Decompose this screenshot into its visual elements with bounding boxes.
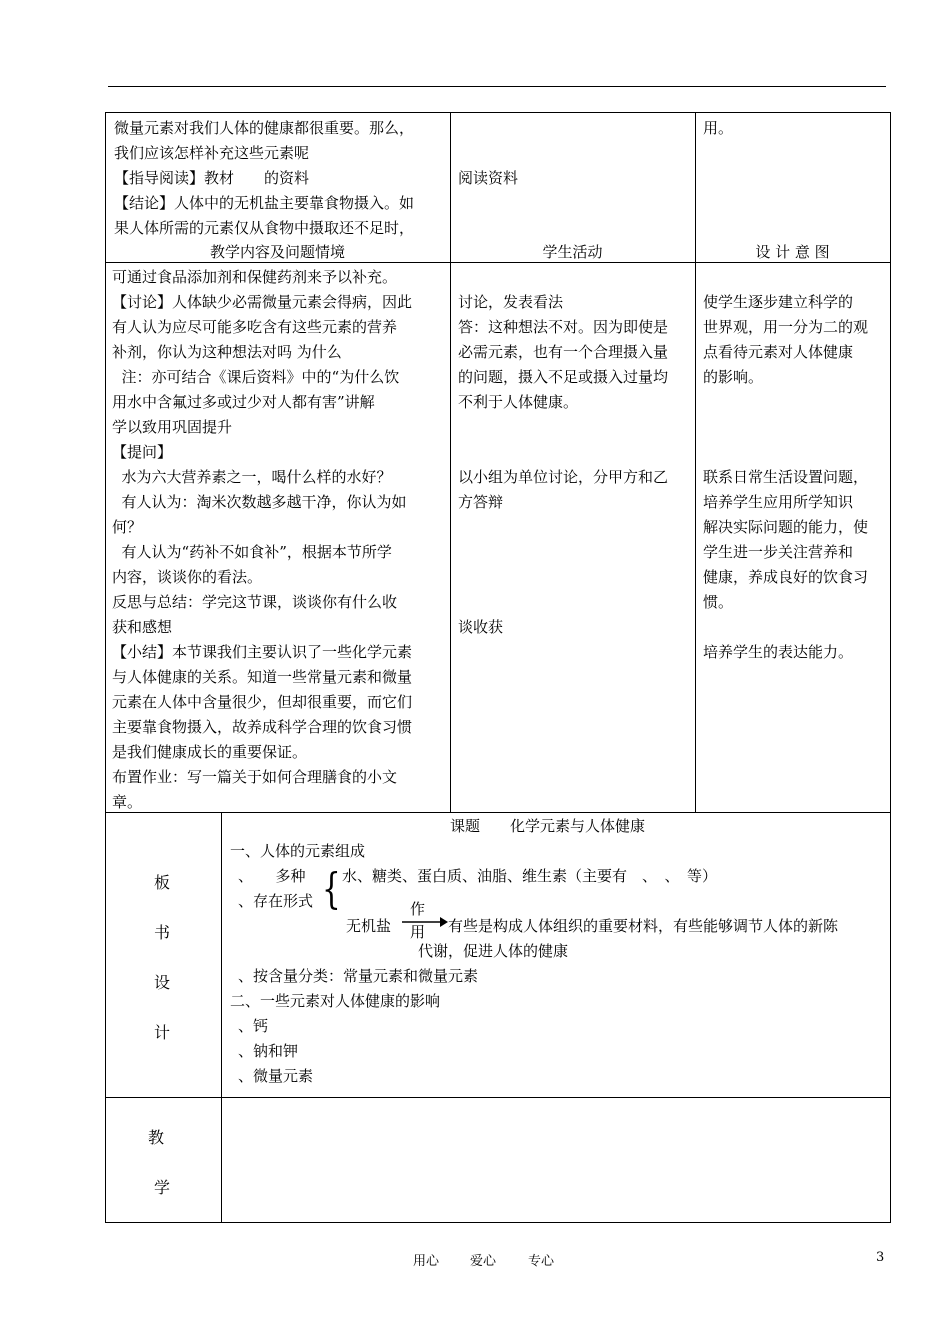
board-item: 、钠和钾 bbox=[238, 1042, 299, 1060]
text-line: 答：这种想法不对。因为即使是 bbox=[458, 318, 669, 336]
text-line: 元素在人体中含量很少，但却很重要，而它们 bbox=[112, 693, 413, 711]
text-line: 学生进一步关注营养和 bbox=[703, 543, 854, 561]
text-line: 讨论，发表看法 bbox=[458, 293, 564, 311]
text-line: 的问题，摄入不足或摄入过量均 bbox=[458, 368, 669, 386]
text-line: 有人认为：淘米次数越多越干净，你认为如 bbox=[112, 493, 407, 511]
arrow-label: 作 bbox=[410, 900, 426, 918]
text-line: 章。 bbox=[112, 793, 143, 811]
text-line: 反思与总结：学完这节课，谈谈你有什么收 bbox=[112, 593, 398, 611]
board-label-char: 设 bbox=[154, 973, 171, 992]
board-heading: 二、一些元素对人体健康的影响 bbox=[230, 992, 441, 1010]
text-line: 微量元素对我们人体的健康都很重要。那么， bbox=[114, 119, 415, 137]
text-line: 培养学生的表达能力。 bbox=[703, 643, 854, 661]
board-label-char: 计 bbox=[154, 1023, 171, 1042]
text-line: 何？ bbox=[112, 518, 143, 536]
arrow-label: 用 bbox=[410, 923, 426, 941]
activity-reflection bbox=[458, 615, 503, 640]
text-line: 内容，谈谈你的看法。 bbox=[112, 568, 263, 586]
board-item: 水、糖类、蛋白质、油脂、维生素（主要有 、 、 等） bbox=[342, 867, 718, 885]
header-label: 设 计 意 图 bbox=[755, 243, 830, 261]
board-item: 、按含量分类：常量元素和微量元素 bbox=[238, 967, 479, 985]
text-line: 学以致用巩固提升 bbox=[112, 418, 233, 436]
text-line: 【提问】 bbox=[112, 443, 173, 461]
arrow-right-icon bbox=[402, 916, 448, 928]
text-line: 的影响。 bbox=[703, 368, 764, 386]
page-number: 3 bbox=[876, 1250, 885, 1265]
footer-word: 专心 bbox=[528, 1254, 555, 1269]
board-label-char: 书 bbox=[154, 923, 171, 942]
intent-application bbox=[703, 465, 888, 615]
text-line: 【小结】本节课我们主要认识了一些化学元素 bbox=[112, 643, 413, 661]
text-line: 惯。 bbox=[703, 593, 734, 611]
activity-debate bbox=[458, 465, 692, 515]
activity-discussion bbox=[458, 290, 692, 415]
text-line: 健康，养成良好的饮食习 bbox=[703, 568, 869, 586]
text-line: 注：亦可结合《课后资料》中的“为什么饮 bbox=[112, 368, 400, 386]
top-col3 bbox=[703, 116, 733, 141]
text-line: 水为六大营养素之一，喝什么样的水好？ bbox=[112, 468, 392, 486]
text-line: 使学生逐步建立科学的 bbox=[703, 293, 854, 311]
board-item: 、钙 bbox=[238, 1017, 269, 1035]
header-rule bbox=[108, 86, 886, 87]
text-line: 世界观，用一分为二的观 bbox=[703, 318, 869, 336]
text-line: 阅读资料 bbox=[458, 169, 519, 187]
text-line: 方答辩 bbox=[458, 493, 504, 511]
text-line: 培养学生应用所学知识 bbox=[703, 493, 854, 511]
text-line: 获和感想 bbox=[112, 618, 173, 636]
text-line: 有人认为应尽可能多吃含有这些元素的营养 bbox=[112, 318, 398, 336]
text-line: 果人体所需的元素仅从食物中摄取还不足时， bbox=[114, 219, 415, 237]
text-line: 是我们健康成长的重要保证。 bbox=[112, 743, 308, 761]
board-item: 、微量元素 bbox=[238, 1067, 314, 1085]
text-line: 有人认为“药补不如食补”，根据本节所学 bbox=[112, 543, 392, 561]
top-col1 bbox=[114, 116, 446, 241]
header-content bbox=[105, 240, 450, 265]
text-line: 不利于人体健康。 bbox=[458, 393, 579, 411]
board-item: 、存在形式 bbox=[238, 892, 314, 910]
text-line: 与人体健康的关系。知道一些常量元素和微量 bbox=[112, 668, 413, 686]
text-line: 【讨论】人体缺少必需微量元素会得病，因此 bbox=[112, 293, 413, 311]
text-line: 用。 bbox=[703, 119, 734, 137]
footer-word: 爱心 bbox=[470, 1254, 497, 1269]
text-line: 布置作业：写一篇关于如何合理膳食的小文 bbox=[112, 768, 398, 786]
text-line: 联系日常生活设置问题， bbox=[703, 468, 869, 486]
intent-worldview bbox=[703, 290, 888, 390]
text-line: 补剂，你认为这种想法对吗 为什么 bbox=[112, 343, 342, 361]
text-line: 用水中含氟过多或过少对人都有害”讲解 bbox=[112, 393, 375, 411]
board-item: 无机盐 bbox=[346, 917, 392, 935]
main-col1 bbox=[112, 265, 448, 815]
header-activity bbox=[450, 240, 695, 265]
board-item: 代谢，促进人体的健康 bbox=[418, 942, 569, 960]
text-line: 【指导阅读】教材 的资料 bbox=[114, 169, 310, 187]
text-line: 我们应该怎样补充这些元素呢 bbox=[114, 144, 310, 162]
board-item: 、 多种 bbox=[238, 867, 306, 885]
intent-expression bbox=[703, 640, 853, 665]
text-line: 【结论】人体中的无机盐主要靠食物摄入。如 bbox=[114, 194, 415, 212]
board-label-char: 板 bbox=[154, 873, 171, 892]
text-line: 谈收获 bbox=[458, 618, 504, 636]
teaching-label-char: 教 bbox=[148, 1128, 165, 1147]
text-line: 以小组为单位讨论，分甲方和乙 bbox=[458, 468, 669, 486]
text-line: 主要靠食物摄入，故养成科学合理的饮食习惯 bbox=[112, 718, 413, 736]
brace-icon: { bbox=[322, 864, 341, 913]
text-line: 点看待元素对人体健康 bbox=[703, 343, 854, 361]
text-line: 必需元素，也有一个合理摄入量 bbox=[458, 343, 669, 361]
board-item: 有些是构成人体组织的重要材料，有些能够调节人体的新陈 bbox=[448, 917, 839, 935]
teaching-label-char: 学 bbox=[154, 1178, 171, 1197]
board-heading: 一、人体的元素组成 bbox=[230, 842, 366, 860]
footer-word: 用心 bbox=[413, 1254, 440, 1269]
header-intent bbox=[695, 240, 890, 265]
header-label: 教学内容及问题情境 bbox=[209, 243, 345, 261]
text-line: 可通过食品添加剂和保健药剂来予以补充。 bbox=[112, 268, 398, 286]
top-col2 bbox=[458, 166, 518, 191]
header-label: 学生活动 bbox=[542, 243, 603, 261]
board-title: 课题 化学元素与人体健康 bbox=[450, 817, 646, 835]
text-line: 解决实际问题的能力，使 bbox=[703, 518, 869, 536]
